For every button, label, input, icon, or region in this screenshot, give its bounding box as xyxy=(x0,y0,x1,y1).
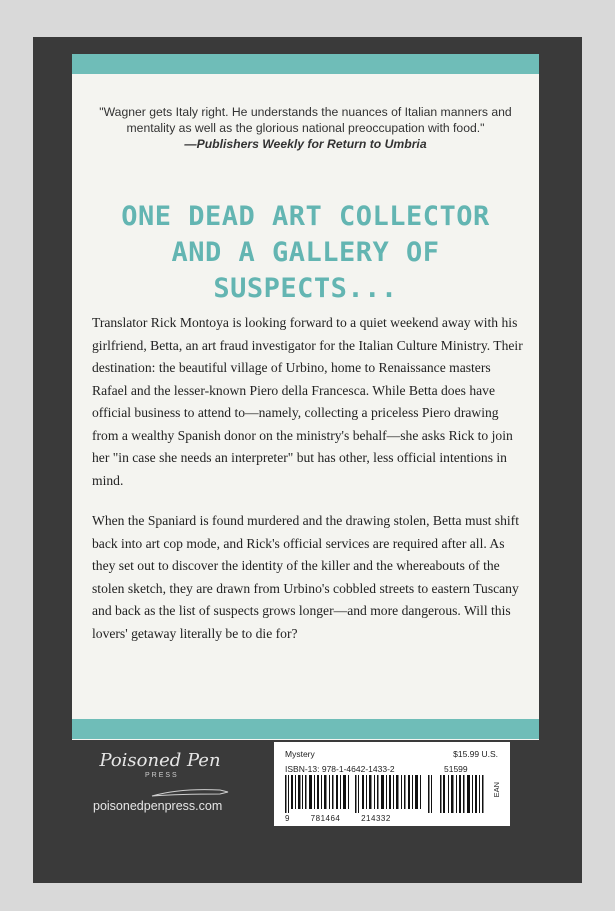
publisher-logo xyxy=(95,750,225,779)
price-label: $15.99 U.S. xyxy=(453,749,498,759)
headline-line-2: AND A GALLERY OF SUSPECTS... xyxy=(171,237,440,304)
synopsis-paragraph-2: When the Spaniard is found murdered and the drawing stolen, Betta must shift back into art cop mode, and Rick's official services are required after all. As they set out to discover the identity of the killer and the whereabouts of the stolen sketch, they are drawn from Urbino's cobbled streets to eastern Tuscany and back as the list of suspects grows longer—and more dangerous. Will this lovers' getaway literally be to die for? xyxy=(92,513,519,641)
synopsis-paragraph-1: Translator Rick Montoya is looking forward to a quiet weekend away with his girlfriend, Betta, an art fraud investigator for the Italian Culture Ministry. Their destination: the beautiful village of Urbino, home to Renaissance masters Rafael and the lesser-known Piero della Francesca. While Betta does have official business to attend to—namely, collecting a priceless Piero drawing from a wealthy Spanish donor on the ministry's behalf—she asks Rick to join her "in case she needs an interpreter" but has other, less official intentions in mind. xyxy=(92,315,523,488)
ean-label: EAN xyxy=(492,782,501,798)
publisher-website: poisonedpenpress.com xyxy=(93,799,223,813)
headline xyxy=(72,199,539,307)
publisher-press: PRESS xyxy=(145,772,179,779)
genre-label: Mystery xyxy=(285,749,315,759)
isbn-barcode xyxy=(285,775,433,813)
price-barcode xyxy=(440,775,484,813)
barcode-label xyxy=(274,742,510,826)
review-quote xyxy=(84,104,527,152)
quote-attribution: —Publishers Weekly for Return to Umbria xyxy=(184,137,427,151)
barcode-digits: 9 781464 214332 xyxy=(285,814,391,823)
blurb-panel xyxy=(72,54,539,740)
headline-line-1: ONE DEAD ART COLLECTOR xyxy=(121,201,490,232)
quote-text: "Wagner gets Italy right. He understands the nuances of Italian manners and mentality as well as the glorious national preoccupation with food." xyxy=(99,105,512,135)
synopsis xyxy=(92,312,524,663)
price-code: 51599 xyxy=(444,764,468,774)
isbn-label: ISBN-13: 978-1-4642-1433-2 xyxy=(285,764,395,774)
top-accent-bar xyxy=(72,54,539,74)
publisher-name: Poisoned Pen xyxy=(99,750,221,771)
bottom-accent-bar xyxy=(72,719,539,739)
